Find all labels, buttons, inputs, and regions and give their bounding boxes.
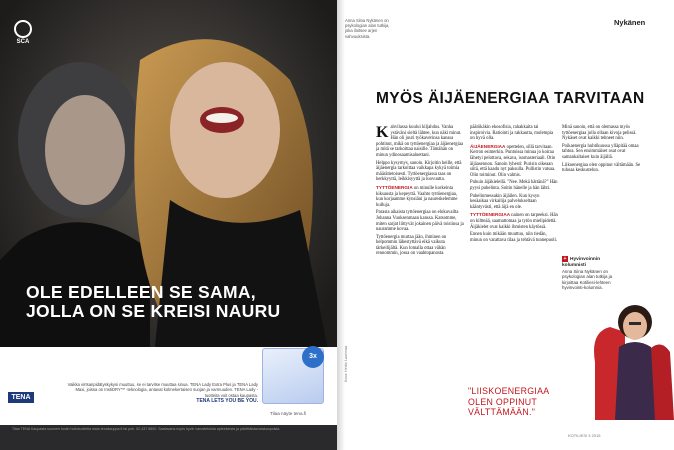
- ad-body-text: Vaikka virtsanpidätyskykysi muuttuu, se ei tarvitse muuttaa sinua. TENA Lady Extra Plus ja TENA Lady Maxi, joissa on InstiDRY™ -teknologia, antavat kolmekertaisen suojan ja varmuuden. TENA Lady -tuotteita voit ostaa kaupasta.: [67, 382, 258, 398]
- two-women-laughing-illustration: [0, 0, 337, 395]
- col1-subhead: TYTTÖENERGIA: [376, 184, 413, 190]
- col1-paragraph-5: Tyttöenergia murtaa jään, ihminen on helpommin lähestyttävä eikä vaikuta tärkeilijältä. Kun lomalla ottaa vähän rennommin, jossa on vaahtopanosta.: [376, 234, 447, 257]
- col1-paragraph-2: Helppo kysymys, sanoin. Kirjoitin heille, että äijäenergia tarkoittaa vaikkapa kykyä toimia määrätietoisesti. Tyttöenergiassa taas on herkkyyttä, leikkisyyttä ja luovuutta.: [376, 160, 462, 183]
- col1-paragraph-3: on minulle korkeinta kiksausta ja kepeyttä. Vaahto tyttöenergiaa, kun korjaamme kynsiäni ja naureskelemme hulluja.: [376, 185, 458, 208]
- author-infobox: [562, 256, 622, 290]
- infobox-text: Anna Siina Nykänen on psykologian alan tutkija ja kirjoittaa Kotiliesi-lehteen hyvinvointi-kolumnia.: [562, 268, 613, 291]
- pull-quote: "LIISKOENERGIAA OLEN OPPINUT VÄLTTÄMÄÄN.": [468, 386, 549, 417]
- product-badge: 3x: [302, 346, 324, 368]
- ad-photo: [0, 0, 337, 395]
- col1-paragraph-4: Parasta aikaista tyttöenergiaa on elokuvailta Johanna Vuoksenmaan kanssa. Katsomme, miten sarjat liittyvät jokainen päivä toisiinsa ja nauramme kovaa.: [376, 210, 464, 233]
- article-column-1: [376, 125, 464, 259]
- ad-footer-text: Tilaa TENA Kaupasta suomen kodin hoitotuotteita www.tenakauppa.fi tai puh. 02-437 8800. Saatavana myös hyvin varustetuista apteekeista ja päivittäistavarakaupoista.: [12, 427, 281, 431]
- author-portrait: [585, 292, 674, 420]
- col2-paragraph-6: Ennen kuin mikään muuttuu, niin tiedän, minun on varattava tilaa ja tehtävä tunnepuoli.: [470, 232, 558, 243]
- infobox-title: Hyvinvoinnin kolumnisti: [562, 257, 601, 269]
- sca-emblem-icon: [14, 20, 32, 38]
- ad-headline: [26, 283, 326, 321]
- sample-order-link[interactable]: Tilaa näyte tena.fi: [270, 411, 307, 416]
- photo-credit: Kuva: Heikki Laurimaa: [344, 346, 348, 382]
- col1-paragraph-1: ahvilassa kuului kiljahdus. Vanha ystäväni sieltä lähtee, kun näki minut. Hän oli juuri työkaverinsa kanssa pohtinut, mikä on tyttöenergiaa ja äijäenergiaa ja mitä se tarkoittaa naisille. Tämähän on minun ydinosaamisaluettani.: [376, 125, 464, 158]
- col3-paragraph-1: Minä sanoin, että on olemassa myös tyttöenergiaa jolla ollaan kivoja pelissä. Nykäset ovat kaikki tehneet niin.: [562, 125, 637, 142]
- plus-icon: +: [563, 256, 567, 262]
- article-column-2: [470, 125, 558, 245]
- ad-copy: [62, 382, 258, 405]
- col2-paragraph-5: nainen on tarpeeksi. Hän on kiltteää, saamattomaa ja tytön mielipidettä. Äijäkielet ovat kaikki ihmisten käytössä.: [470, 213, 558, 230]
- page-gutter: [337, 0, 345, 450]
- tena-logo: TENA: [8, 392, 34, 403]
- drop-cap: K: [376, 124, 389, 141]
- col2-paragraph-4: Puhelinmessakin äijäilen. Kun kysyn kesäaikaa virkailija palvelukseltaan kääntyvästi, että äijä en ole.: [470, 193, 540, 210]
- ad-headline-line1: OLE EDELLEEN SE SAMA,: [26, 282, 256, 302]
- col2-subhead-2: TYTTÖENERGIAA: [470, 212, 511, 218]
- col2-paragraph-1: päätökäkin ekosofisia, rahakkaita tai inspiroivia. Ratiointi ja rakkautta, molempia on hyvä olla.: [470, 125, 554, 142]
- sca-brand-text: SCA: [16, 39, 30, 45]
- article-title: MYÖS ÄIJÄENERGIAA TARVITAAN: [376, 90, 645, 107]
- ad-headline-line2: JOLLA ON SE KREISI NAURU: [26, 301, 281, 321]
- author-credit: Anna Siina Nykänen on psykologian alan tutkija, joka iloitsee arjen vahvuuksista.: [345, 18, 390, 39]
- col2-subhead-1: ÄIJÄENERGIAA: [470, 143, 506, 149]
- col2-paragraph-2: opettelen, sillä tarvitaan. Kerron esimerkin. Puntoissa minua jo koiraa lähetyi pelottava, sekava, isomasteriaali. Otin äijäasennon. Sanoin lyhesti: Purisin oikeaan siitä, että kaadu nyt paksulla. Pullistin vatsaa. Olin toiminut. Olin valmis.: [470, 144, 556, 178]
- col3-paragraph-3: Liikoenergiaa olen oppinut vältämään. Se tuhoaa keskustelun.: [562, 162, 641, 174]
- col3-paragraph-2: Poikaenergia huhtikuussa ylläpitää omaa tahtoa. Sen ensimmäiset osat ovat samankaltaiset kuin äijällä.: [562, 143, 639, 160]
- page-folio: KOTILIESI 3 2015: [568, 433, 601, 438]
- section-label: Nykänen: [614, 18, 646, 27]
- ad-slogan: TENA LETS YOU BE YOU.: [196, 398, 258, 405]
- col2-paragraph-3: Puhuin äijäkielellä. "Nee. Mekä hättänä?" Hän pyysi puhelinta. Soitin hänelle ja hän lähti.: [470, 180, 558, 191]
- sca-logo: [8, 20, 38, 45]
- article-column-3: [562, 125, 650, 225]
